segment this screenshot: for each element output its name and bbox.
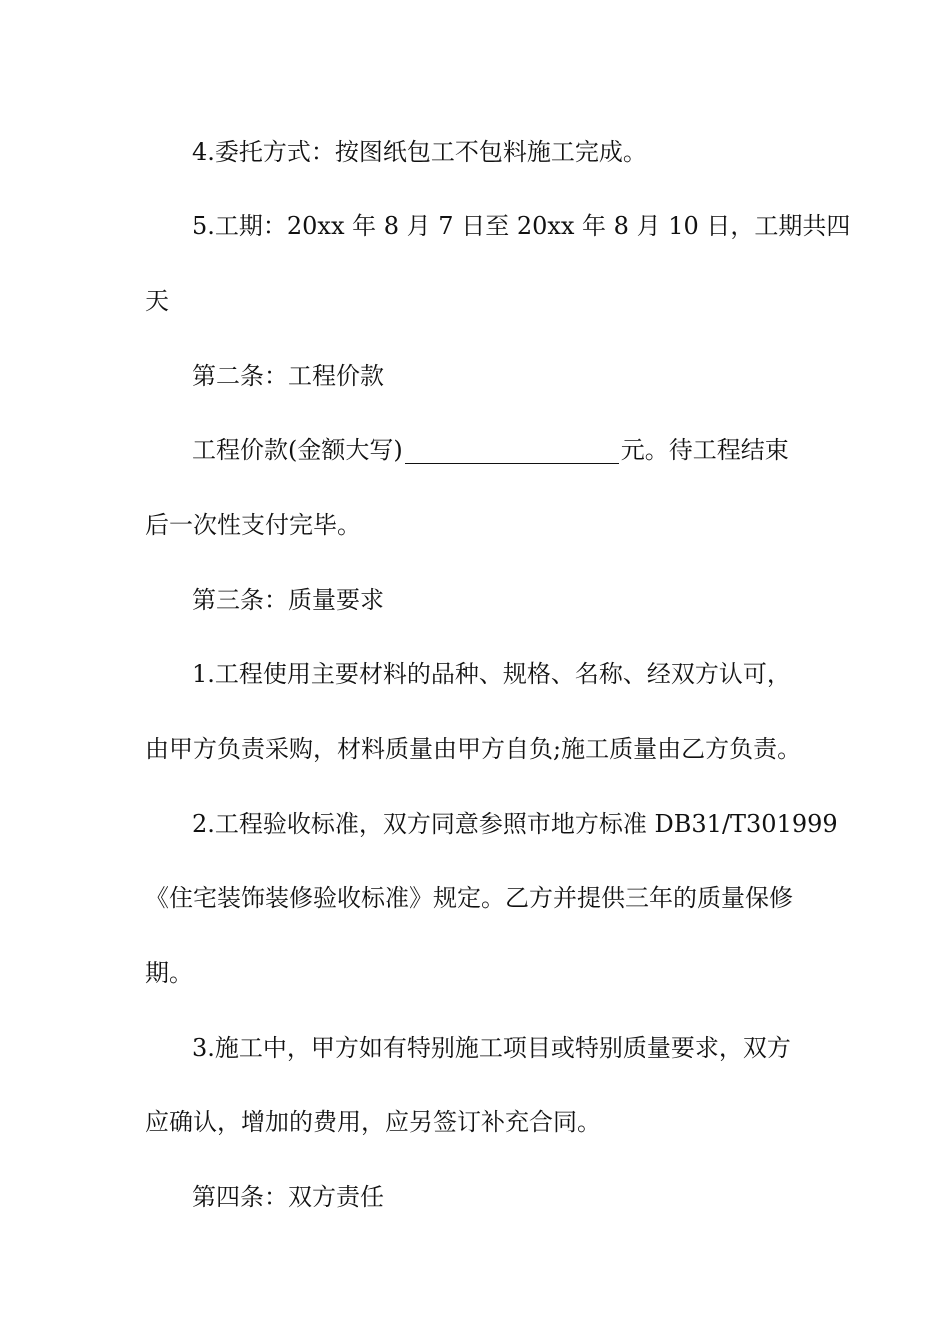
text-line: 3.施工中，甲方如有特别施工项目或特别质量要求，双方 bbox=[192, 1034, 791, 1062]
text-line: 《住宅装饰装修验收标准》规定。乙方并提供三年的质量保修 bbox=[145, 884, 793, 912]
section-heading: 第三条：质量要求 bbox=[192, 586, 384, 614]
text-line: 1.工程使用主要材料的品种、规格、名称、经双方认可， bbox=[192, 660, 791, 688]
text-line: 4.委托方式：按图纸包工不包料施工完成。 bbox=[192, 138, 647, 166]
price-suffix: 元。待工程结束 bbox=[620, 436, 789, 464]
text-line: 应确认，增加的费用，应另签订补充合同。 bbox=[145, 1108, 601, 1136]
text-line bbox=[192, 430, 862, 470]
text-line: 由甲方负责采购，材料质量由甲方自负;施工质量由乙方负责。 bbox=[145, 735, 802, 763]
text-line: 5.工期：20xx 年 8 月 7 日至 20xx 年 8 月 10 日，工期共四 bbox=[192, 212, 851, 240]
text-line: 期。 bbox=[145, 959, 193, 987]
text-line: 后一次性支付完毕。 bbox=[145, 511, 361, 539]
amount-blank-line bbox=[405, 437, 619, 464]
price-label: 工程价款(金额大写) bbox=[192, 436, 403, 464]
text-line: 天 bbox=[145, 287, 169, 315]
section-heading: 第四条：双方责任 bbox=[192, 1183, 384, 1211]
text-line: 2.工程验收标准，双方同意参照市地方标准 DB31/T301999 bbox=[192, 810, 838, 838]
section-heading: 第二条：工程价款 bbox=[192, 362, 384, 390]
